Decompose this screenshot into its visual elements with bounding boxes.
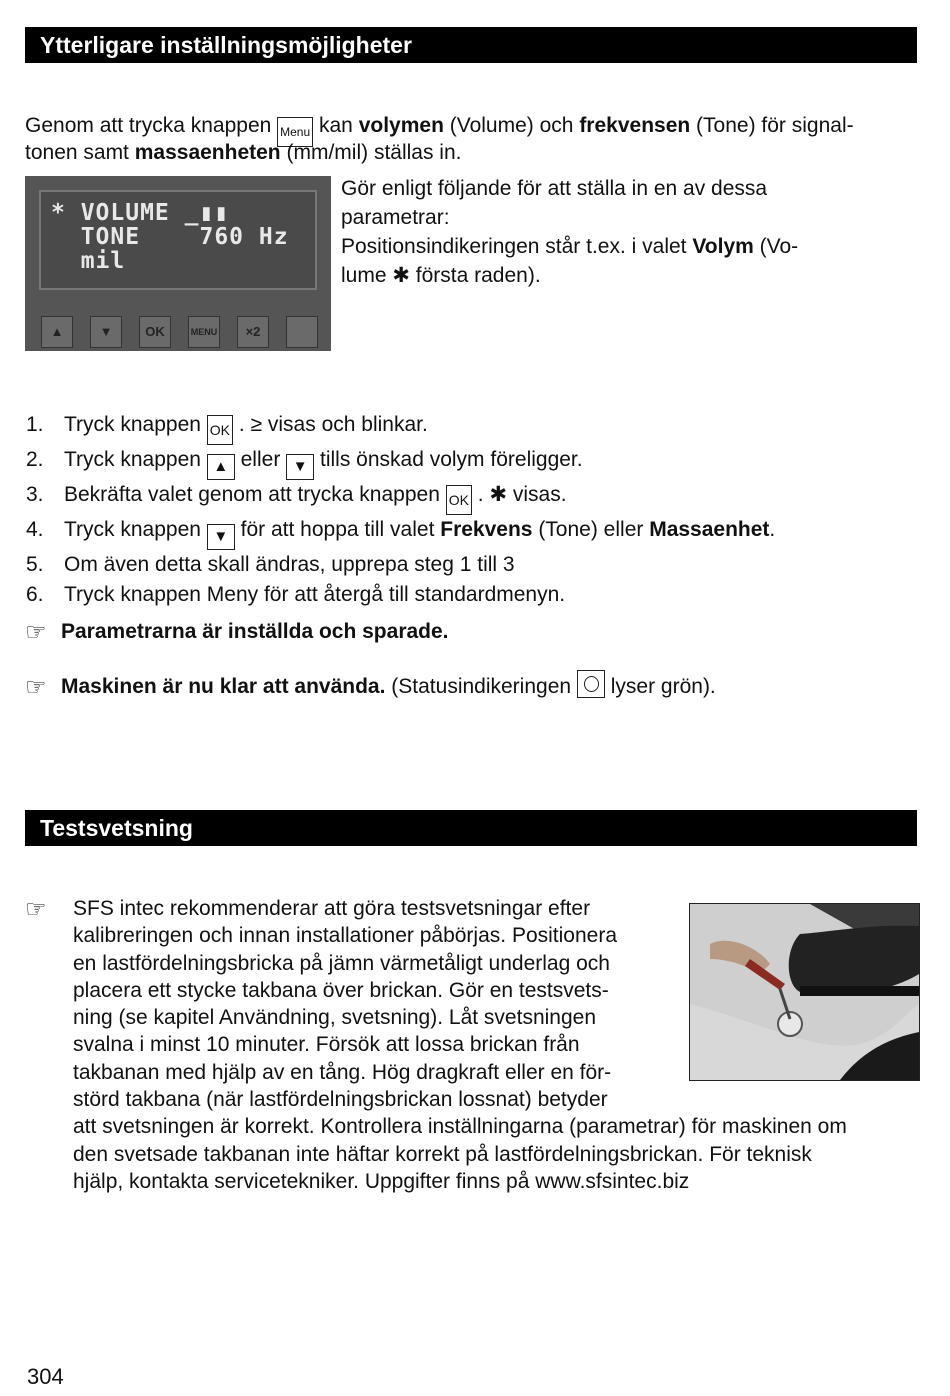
note-saved: ☞ Parametrarna är inställda och sparade.: [25, 619, 449, 646]
down-arrow-key-icon: ▼: [207, 524, 235, 550]
list-item: 3. Bekräfta valet genom att trycka knappen OK . ✱ visas.: [64, 480, 775, 515]
lcd-line-1: * VOLUME _▮▮: [51, 200, 230, 226]
note-hand: [25, 895, 61, 924]
section-title-settings: Ytterligare inställningsmöjligheter: [25, 27, 917, 63]
up-arrow-key-icon: ▲: [207, 454, 235, 480]
status-indicator-icon: [577, 670, 605, 698]
lcd-down-button-icon: ▼: [90, 316, 122, 348]
side-instructions: Gör enligt följande för att ställa in en av dessa parametrar: Positionsindikeringen står t.ex. i valet Volym (Vo- lume ✱ första raden).: [341, 177, 799, 287]
menu-key-icon: Menu: [277, 117, 313, 147]
section-title-test-welding: Testsvetsning: [25, 810, 917, 846]
steps-list: [26, 410, 776, 609]
test-weld-photo: [689, 903, 920, 1081]
pointing-hand-icon: ☞: [25, 896, 47, 923]
ok-key-icon: OK: [207, 415, 233, 445]
lcd-x2-button-icon: ×2: [237, 316, 269, 348]
lcd-ok-button-icon: OK: [139, 316, 171, 348]
pointing-hand-icon: ☞: [25, 674, 47, 701]
pointing-hand-icon: ☞: [25, 619, 47, 646]
test-welding-paragraph: SFS intec rekommenderar att göra testsvetsningar efter kalibreringen och innan installationer påbörjas. Positionera en lastfördelningsbricka på jämn värmetåligt underlag och placera ett stycke takbana över brickan. Gör en testsvets- ning (se kapitel Användning, svetsning). Låt svetsningen svalna i minst 10 minuter. Försök att lossa brickan från takbanan med hjälp av en tång. Hög dragkraft eller en för- störd takbana (när lastfördelningsbrickan lossnat) betyder att svetsningen är korrekt. Kontrollera inställningarna (parametrar) för maskinen om den svetsade takbanan inte häftar korrekt på lastfördelningsbrickan. För teknisk hjälp, kontakta servicetekniker. Uppgifter finns på www.sfsintec.biz: [73, 897, 847, 1193]
lcd-status-button-icon: [286, 316, 318, 348]
lcd-screen: [39, 190, 317, 290]
list-item: 5. Om även detta skall ändras, upprepa steg 1 till 3: [26, 553, 515, 576]
down-arrow-key-icon: ▼: [286, 454, 314, 480]
list-item: 1. Tryck knappen OK . ≥ visas och blinkar.: [64, 410, 775, 445]
lcd-line-3: mil: [51, 248, 126, 274]
ok-key-icon: OK: [446, 485, 472, 515]
list-item: 4. Tryck knappen ▼ för att hoppa till valet Frekvens (Tone) eller Massaenhet.: [64, 515, 775, 550]
list-item: 2. Tryck knappen ▲ eller ▼ tills önskad volym föreligger.: [64, 445, 775, 480]
lcd-menu-button-icon: MENU: [188, 316, 220, 348]
intro-line-1: Genom att trycka knappen Menu kan volymen (Volume) och frekvensen (Tone) för signal-: [25, 112, 854, 147]
note-ready: ☞ Maskinen är nu klar att använda. (Statusindikeringen lyser grön).: [25, 670, 716, 701]
lcd-line-2: TONE 760 Hz: [51, 224, 289, 250]
lcd-up-button-icon: ▲: [41, 316, 73, 348]
boot-and-pliers-image: [690, 904, 919, 1080]
intro-line-2: tonen samt massaenheten (mm/mil) ställas in.: [25, 141, 462, 164]
device-display-image: [25, 176, 331, 351]
list-item: 6. Tryck knappen Meny för att återgå till standardmenyn.: [26, 582, 566, 606]
page-number: 304: [27, 1364, 64, 1389]
